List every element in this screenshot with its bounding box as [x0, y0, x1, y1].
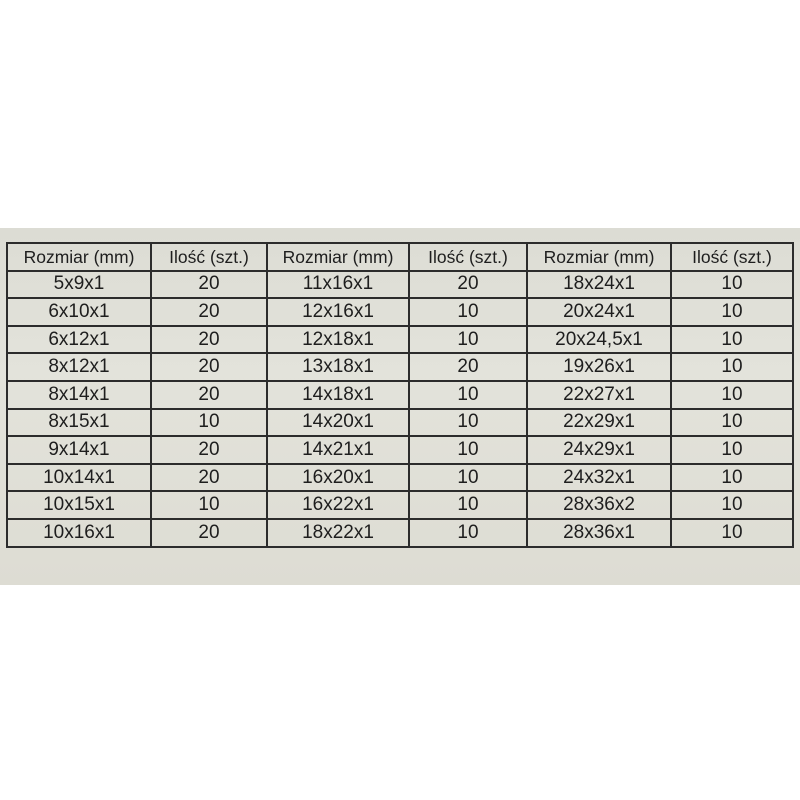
- size-cell: 14x20x1: [267, 409, 409, 437]
- size-cell: 5x9x1: [7, 271, 151, 299]
- quantity-cell: 10: [409, 298, 527, 326]
- quantity-cell: 10: [671, 353, 793, 381]
- header-size-col-1: Rozmiar (mm): [7, 243, 151, 271]
- size-cell: 20x24x1: [527, 298, 671, 326]
- quantity-cell: 10: [409, 491, 527, 519]
- quantity-cell: 20: [151, 298, 267, 326]
- quantity-cell: 10: [671, 381, 793, 409]
- quantity-cell: 10: [151, 409, 267, 437]
- quantity-cell: 10: [671, 271, 793, 299]
- table-row: [7, 464, 793, 492]
- quantity-cell: 20: [409, 353, 527, 381]
- size-cell: 14x21x1: [267, 436, 409, 464]
- quantity-cell: 20: [151, 464, 267, 492]
- quantity-cell: 20: [151, 326, 267, 354]
- size-cell: 28x36x2: [527, 491, 671, 519]
- quantity-cell: 10: [671, 491, 793, 519]
- table-row: [7, 298, 793, 326]
- quantity-cell: 20: [151, 436, 267, 464]
- quantity-cell: 10: [409, 409, 527, 437]
- header-qty-col-2: Ilość (szt.): [409, 243, 527, 271]
- size-cell: 22x29x1: [527, 409, 671, 437]
- size-cell: 12x16x1: [267, 298, 409, 326]
- quantity-cell: 10: [409, 326, 527, 354]
- quantity-cell: 10: [409, 381, 527, 409]
- quantity-cell: 20: [151, 271, 267, 299]
- size-cell: 6x12x1: [7, 326, 151, 354]
- size-cell: 11x16x1: [267, 271, 409, 299]
- quantity-cell: 10: [671, 326, 793, 354]
- size-cell: 16x20x1: [267, 464, 409, 492]
- size-cell: 10x15x1: [7, 491, 151, 519]
- quantity-cell: 10: [671, 464, 793, 492]
- size-cell: 16x22x1: [267, 491, 409, 519]
- size-cell: 10x14x1: [7, 464, 151, 492]
- quantity-cell: 10: [671, 519, 793, 547]
- size-cell: 6x10x1: [7, 298, 151, 326]
- header-size-col-2: Rozmiar (mm): [267, 243, 409, 271]
- size-cell: 18x24x1: [527, 271, 671, 299]
- table-row: [7, 353, 793, 381]
- header-qty-col-3: Ilość (szt.): [671, 243, 793, 271]
- table-row: [7, 381, 793, 409]
- size-cell: 12x18x1: [267, 326, 409, 354]
- table-row: [7, 436, 793, 464]
- quantity-cell: 20: [409, 271, 527, 299]
- quantity-cell: 10: [671, 298, 793, 326]
- size-cell: 8x14x1: [7, 381, 151, 409]
- quantity-cell: 10: [671, 436, 793, 464]
- quantity-cell: 10: [409, 436, 527, 464]
- size-cell: 8x12x1: [7, 353, 151, 381]
- quantity-cell: 20: [151, 381, 267, 409]
- size-cell: 28x36x1: [527, 519, 671, 547]
- size-cell: 24x29x1: [527, 436, 671, 464]
- header-size-col-3: Rozmiar (mm): [527, 243, 671, 271]
- quantity-cell: 20: [151, 353, 267, 381]
- quantity-cell: 10: [409, 519, 527, 547]
- size-cell: 13x18x1: [267, 353, 409, 381]
- table-row: [7, 409, 793, 437]
- size-cell: 18x22x1: [267, 519, 409, 547]
- size-cell: 22x27x1: [527, 381, 671, 409]
- size-cell: 20x24,5x1: [527, 326, 671, 354]
- quantity-cell: 10: [671, 409, 793, 437]
- quantity-cell: 10: [409, 464, 527, 492]
- table-body: [7, 271, 793, 547]
- size-cell: 9x14x1: [7, 436, 151, 464]
- table-row: [7, 326, 793, 354]
- size-cell: 10x16x1: [7, 519, 151, 547]
- header-qty-col-1: Ilość (szt.): [151, 243, 267, 271]
- size-cell: 8x15x1: [7, 409, 151, 437]
- quantity-cell: 10: [151, 491, 267, 519]
- table-row: [7, 491, 793, 519]
- size-cell: 14x18x1: [267, 381, 409, 409]
- table-row: [7, 271, 793, 299]
- size-cell: 24x32x1: [527, 464, 671, 492]
- table-row: [7, 519, 793, 547]
- size-cell: 19x26x1: [527, 353, 671, 381]
- table-header-row: [7, 243, 793, 271]
- size-quantity-table: [6, 242, 794, 548]
- quantity-cell: 20: [151, 519, 267, 547]
